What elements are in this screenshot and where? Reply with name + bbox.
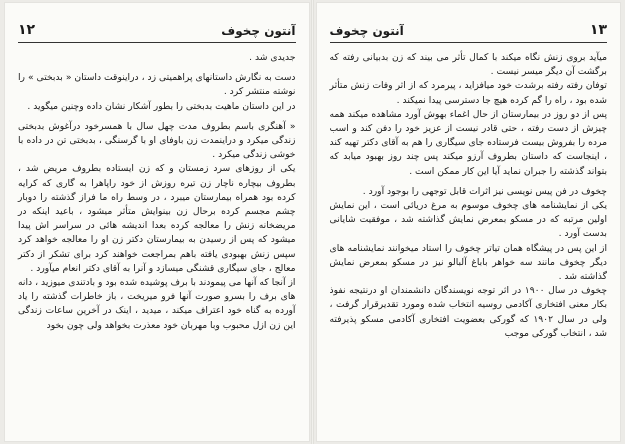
left-page — [4, 2, 310, 442]
right-page-body — [330, 51, 608, 341]
running-title: آنتون چخوف — [329, 24, 404, 38]
book-gutter — [311, 0, 314, 444]
paragraph: جدیدی شد . — [249, 52, 296, 63]
left-page-body — [18, 51, 296, 333]
paragraph: یکی از نمایشنامه های چخوف موسوم به مرغ دریائی است ، این نمایش اولین مرتبه که در مسکو بمعرض نمایش گذاشته شد ، موفقیت شایانی بدست آورد . — [329, 200, 607, 240]
left-page-header — [18, 22, 296, 43]
paragraph: در این داستان ماهیت بدبختی را بطور آشکار نشان داده وچنین میگوید . — [27, 100, 296, 112]
paragraph: پس از دو روز در بیمارستان از حال اغماء بهوش آورد مشاهده میکند همه چیزش از دست رفته ، حتی قادر نیست از عزیز خود را دفن کند و اسب مرده را بفروش بیست فرستاده جای سیگاری را هم به آقای دکتر تهیه کند ، اینجاست که داستان بطروف آرزو میکند پس چند روز بهبود میابد که بتواند گذشته را جبران نماید آیا این کار ممکن است . — [329, 108, 607, 177]
paragraph: چخوف در سال ١٩٠٠ در اثر توجه نویسندگان دانشمندان او درنتیجه نفوذ بکار معنی افتخاری آکادمی روسیه انتخاب شده ومورد تقدیرقرار گرفت ، ولی در سال ١٩٠٢ که گورکی بعضویت افتخاری آکادمی مسکو پذیرفته شد ، انتخاب گورکی موجب — [329, 285, 607, 339]
right-page — [316, 2, 622, 442]
paragraph: دست به نگارش داستانهای پراهمیتی زد ، دراینوقت داستان « بدبختی » را نوشته منتشر کرد . — [18, 72, 296, 98]
right-page-header — [330, 22, 608, 43]
paragraph: یکی از روزهای سرد زمستان و که زن ایستاده بطروف مریض شد ، بطروف بیچاره ناچار زن تیره روزش از خود راپاهرا به گاری که کرایه کرده بود همراه بیمارستان میبرد ، در وسط راه ما فراز گذشته را دوبار چشم مجسم کرده برحال زن بینوایش متأثر میشود ، باعید اینکه در مریضخانه زنش را معالجه کرده بعدا اندیشه هائی در سراسر اش پیدا میشود که پس از رسیدن به بیمارستان دکتر زن او را معالجه خواهد کرد سپس زنش بهبودی یافته باهم بمراجعت خواهند کرد برای تشکر از دکتر معالج ، جای سیگاری قشنگی میسازد و آنرا به آقای دکتر انعام میآورد . — [18, 163, 296, 274]
paragraph: میآید بروی زنش نگاه میکند با کمال تأثر می بیند که زن بدبیانی رفته که برگشت آن دیگر میسر نیست . — [329, 52, 607, 78]
paragraph: توفان رفته رفته برشدت خود میافزاید ، پیرمرد که از اثر وفات زنش متأثر شده بود ، راه را گم کرده هیچ جا دسترسی پیدا نمیکند . — [329, 80, 607, 106]
paragraph: از این پس در پیشگاه همان تیاتر چخوف را استاد میخوانند نمایشنامه های دیگر چخوف مانند سه خواهر باباغ آلبالو نیز در مسکو بمعرض نمایش گذاشته شد . — [329, 242, 607, 283]
page-number: ١٣ — [589, 22, 607, 38]
paragraph: از آنجا که آنها می پیمودند با برف پوشیده شده بود و بادتندی میوزید ، دانه های برف را بسرو صورت آنها فرو میریخت ، باز خاطرات گذشته را یاد آورده به گناه خود اعتراف میکند ، میدید ، اینک در آخرین ساعات زندگی این زن ازل محبوب وبا مهربان خود معذرت بخواهد ولی چون بخود — [18, 277, 296, 331]
page-number: ١٢ — [18, 22, 36, 38]
paragraph: چخوف در فن پیس نویسی نیز اثرات قابل توجهی را بوجود آورد . — [362, 185, 607, 197]
paragraph: « آهنگری باسم بطروف مدت چهل سال با همسرخود درآغوش بدبختی زندگی میکرد و دراینمدت زن باوفای او با گرسنگی ، بدبختی تن در داده با خوشی زندگی میکرد . — [18, 120, 296, 161]
running-title: آنتون چخوف — [221, 24, 296, 38]
